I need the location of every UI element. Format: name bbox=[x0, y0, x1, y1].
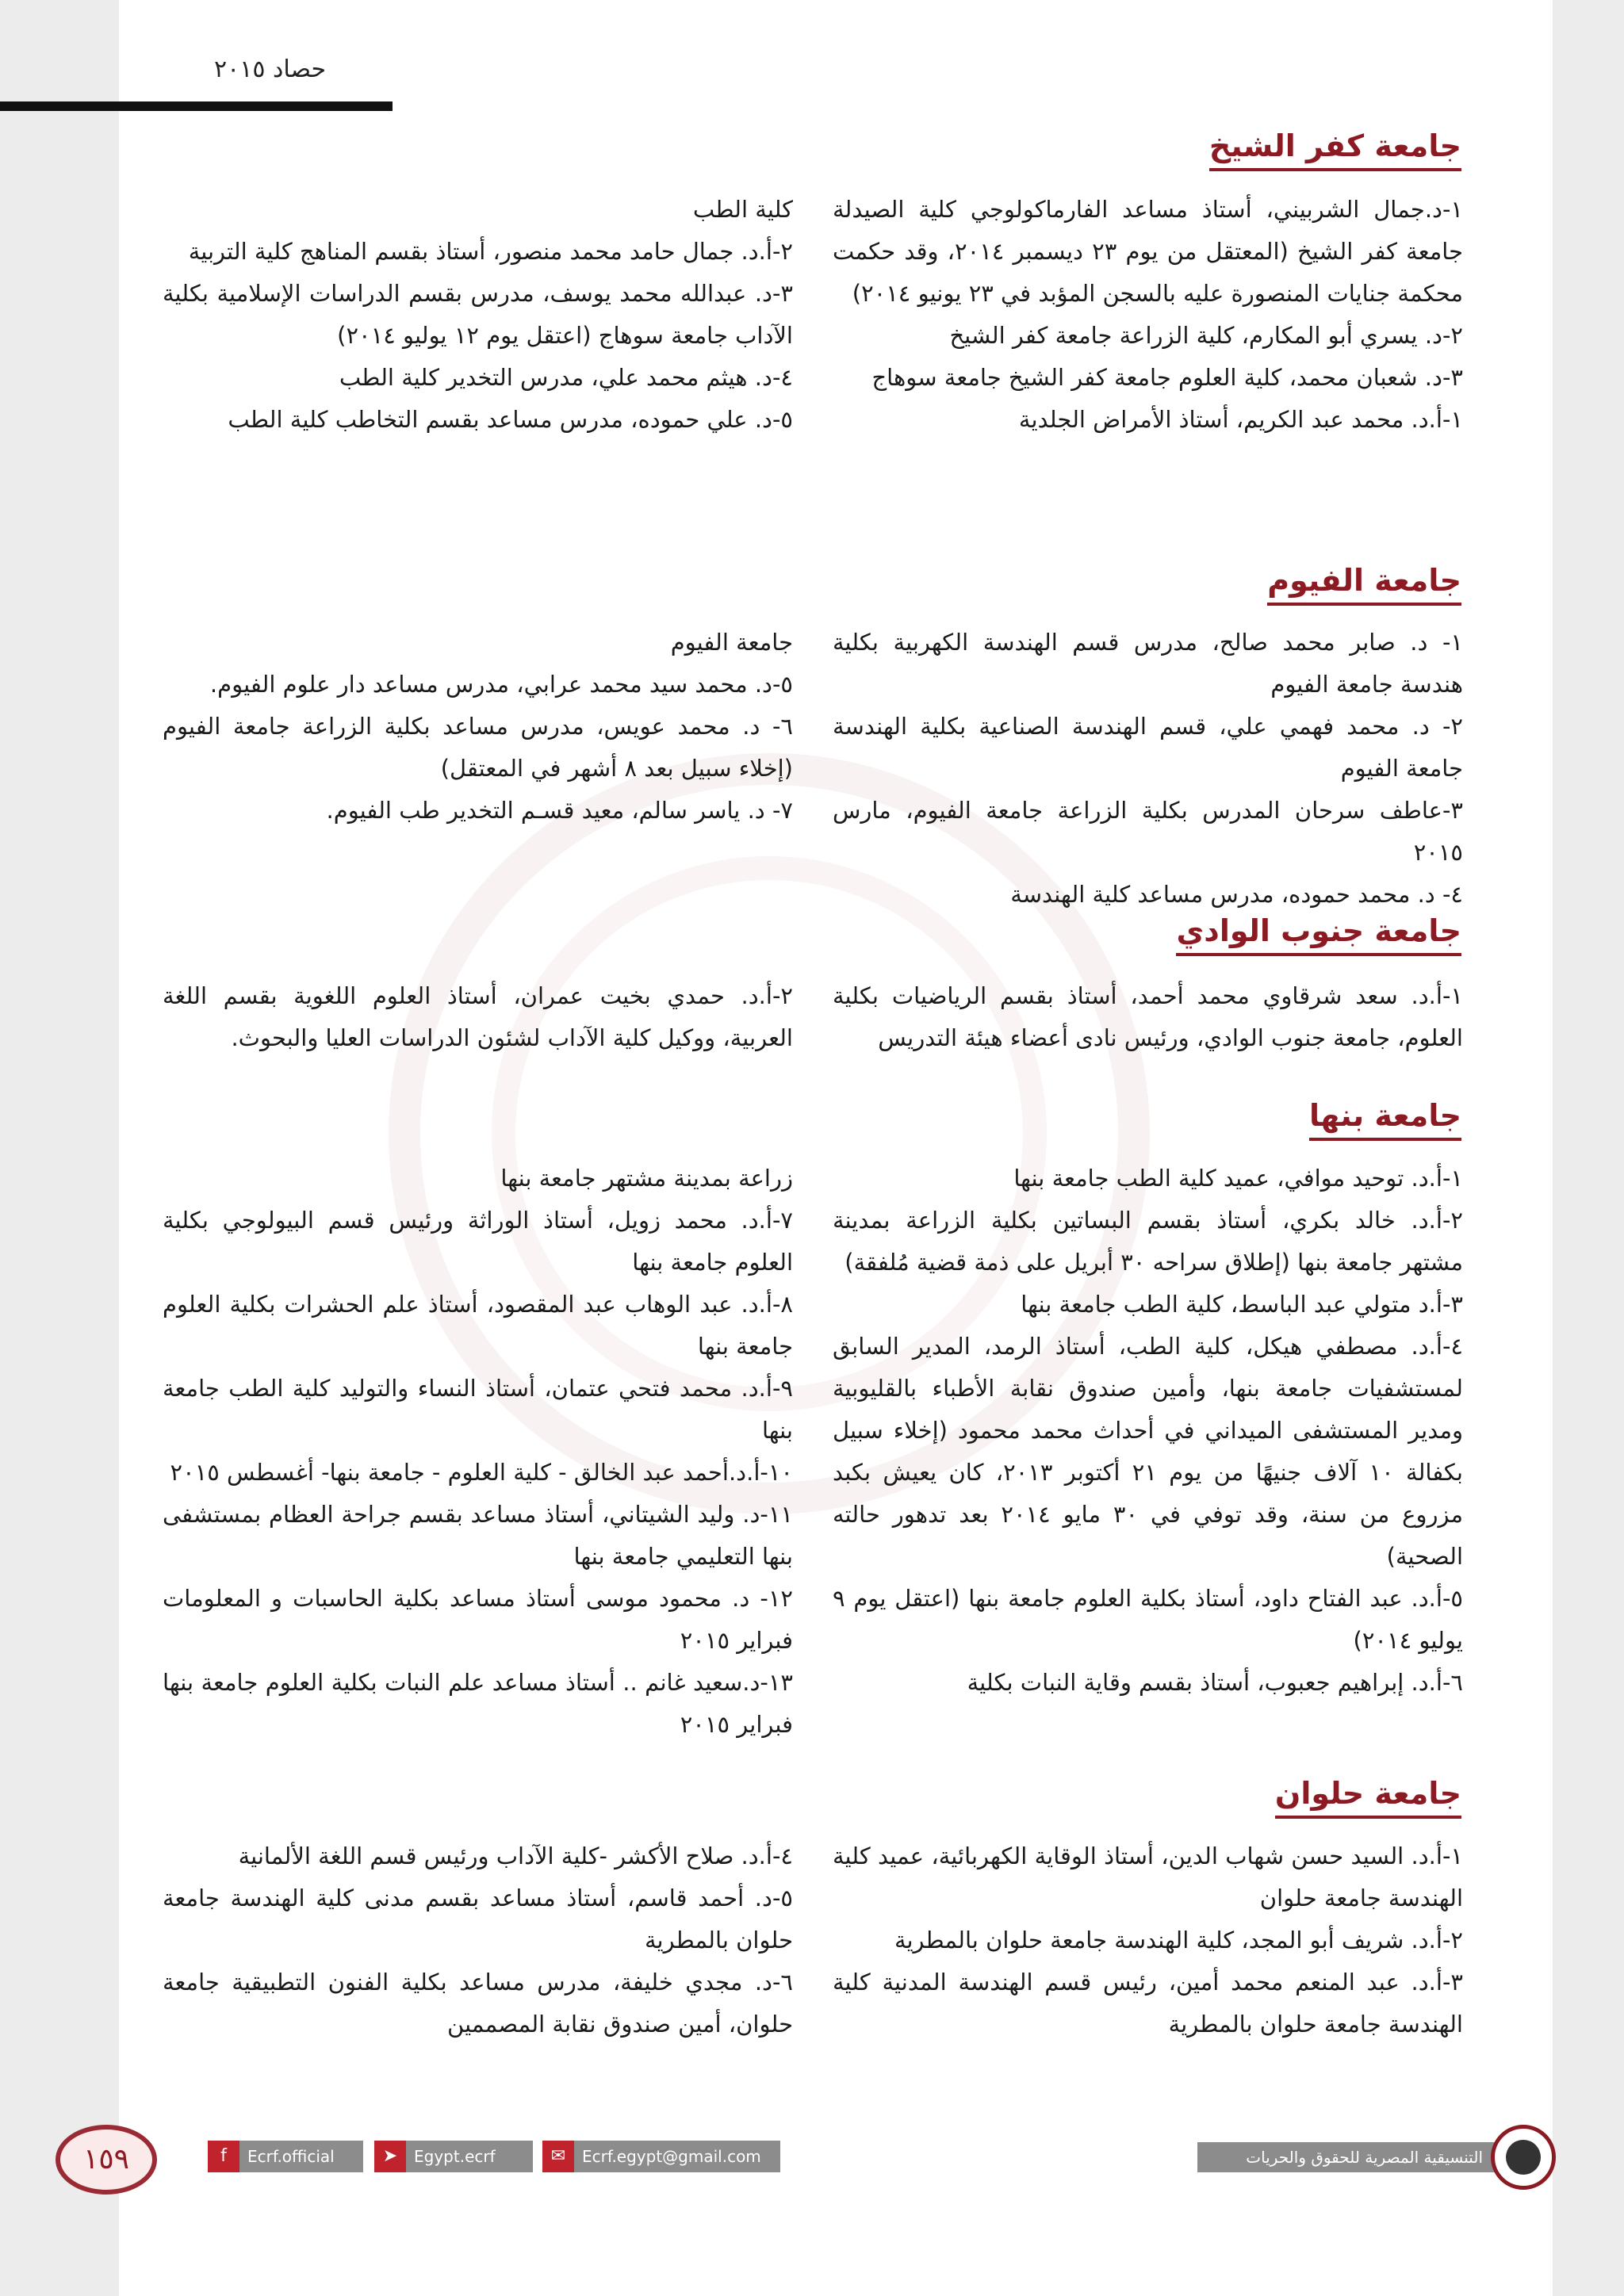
benha-left-item: ١٢- د. محمود موسى أستاذ مساعد بكلية الحاسبات و المعلومات فبراير ٢٠١٥ bbox=[163, 1585, 793, 1654]
kafr-left-item: ٣-د. عبدالله محمد يوسف، مدرس بقسم الدراسات الإسلامية بكلية الآداب جامعة سوهاج (اعتقل يوم ١٢ يوليو ٢٠١٤) bbox=[163, 280, 793, 349]
fayoum-right-item: ١- د. صابر محمد صالح، مدرس قسم الهندسة الكهربية بكلية هندسة جامعة الفيوم bbox=[833, 629, 1463, 698]
page-margin-left bbox=[0, 0, 119, 2296]
benha-right-item: ٤-أ.د. مصطفي هيكل، كلية الطب، أستاذ الرمد، المدير السابق لمستشفيات جامعة بنها، وأمين صندوق نقابة الأطباء بالقليوبية ومدير المستشفى الميداني في أحداث محمد محمود (إخلاء سبيل بكفالة ١٠ آلاف جنيهًا من يوم ٢١ أكتوبر ٢٠١٣، كان يعيش بكبد مزروع من سنة، وقد توفي في ٣٠ مايو ٢٠١٤ بعد تدهور حالته الصحية) bbox=[833, 1333, 1464, 1570]
kafr-left-item: ٤-د. هيثم محمد علي، مدرس التخدير كلية الطب bbox=[339, 364, 793, 391]
benha-right-item: ٢-أ.د. خالد بكري، أستاذ بقسم البساتين بكلية الزراعة بمدينة مشتهر جامعة بنها (إطلاق سراحه ٣٠ أبريل على ذمة قضية مُلفقة) bbox=[833, 1207, 1463, 1276]
helwan-left-item: ٦-د. مجدي خليفة، مدرس مساعد بكلية الفنون التطبيقية جامعة حلوان، أمين صندوق نقابة المصممين bbox=[163, 1969, 793, 2038]
benha-left-item: زراعة بمدينة مشتهر جامعة بنها bbox=[500, 1165, 793, 1192]
helwan-right-column bbox=[833, 1835, 1463, 2045]
benha-left-item: ٩-أ.د. محمد فتحي عتمان، أستاذ النساء والتوليد كلية الطب جامعة بنها bbox=[163, 1375, 793, 1444]
benha-right-item: ٣-أ.د متولي عبد الباسط، كلية الطب جامعة بنها bbox=[1021, 1291, 1463, 1318]
facebook-link[interactable] bbox=[208, 2141, 363, 2172]
fayoum-left-column bbox=[163, 622, 793, 832]
svu-left-column bbox=[163, 975, 793, 1059]
fayoum-right-item: ٣-عاطف سرحان المدرس بكلية الزراعة جامعة الفيوم، مارس ٢٠١٥ bbox=[833, 797, 1463, 866]
fayoum-left-item: جامعة الفيوم bbox=[670, 629, 793, 656]
svu-right-column bbox=[833, 975, 1463, 1059]
section-heading-kafr: جامعة كفر الشيخ bbox=[1209, 128, 1461, 171]
facebook-icon: f bbox=[208, 2141, 239, 2172]
fayoum-right-item: ٢- د. محمد فهمي علي، قسم الهندسة الصناعية بكلية الهندسة جامعة الفيوم bbox=[833, 713, 1463, 782]
helwan-left-item: ٥-د. أحمد قاسم، أستاذ مساعد بقسم مدنى كلية الهندسة جامعة حلوان بالمطرية bbox=[163, 1885, 793, 1954]
svu-right-item: ١-أ.د. سعد شرقاوي محمد أحمد، أستاذ بقسم الرياضيات بكلية العلوم، جامعة جنوب الوادي، ورئيس نادى أعضاء هيئة التدريس bbox=[833, 982, 1463, 1051]
kafr-left-item: ٥-د. علي حموده، مدرس مساعد بقسم التخاطب كلية الطب bbox=[228, 406, 793, 433]
kafr-right-item: ٣-د. شعبان محمد، كلية العلوم جامعة كفر الشيخ جامعة سوهاج bbox=[871, 364, 1463, 391]
fayoum-right-item: ٤- د. محمد حموده، مدرس مساعد كلية الهندسة bbox=[1010, 881, 1463, 908]
org-name: التنسيقية المصرية للحقوق والحريات bbox=[1197, 2142, 1499, 2172]
benha-right-column bbox=[833, 1158, 1463, 1704]
kafr-left-item: ٢-أ.د. جمال حامد محمد منصور، أستاذ بقسم المناهج كلية التربية bbox=[188, 238, 793, 265]
section-heading-svu: جامعة جنوب الوادي bbox=[1176, 913, 1461, 956]
fayoum-left-item: ٥-د. محمد سيد محمد عرابي، مدرس مساعد دار علوم الفيوم. bbox=[209, 671, 793, 698]
helwan-right-item: ٣-أ.د. عبد المنعم محمد أمين، رئيس قسم الهندسة المدنية كلية الهندسة جامعة حلوان بالمطرية bbox=[833, 1969, 1463, 2038]
kafr-right-item: ١-أ.د. محمد عبد الكريم، أستاذ الأمراض الجلدية bbox=[1018, 406, 1463, 433]
email-link[interactable] bbox=[542, 2141, 780, 2172]
page-margin-right bbox=[1553, 0, 1624, 2296]
header-title: حصاد ٢٠١٥ bbox=[214, 55, 327, 83]
benha-right-item: ٥-أ.د. عبد الفتاح داود، أستاذ بكلية العلوم جامعة بنها (اعتقل يوم ٩ يوليو ٢٠١٤) bbox=[833, 1585, 1463, 1654]
section-heading-benha: جامعة بنها bbox=[1309, 1098, 1461, 1141]
org-logo-icon bbox=[1491, 2125, 1556, 2190]
kafr-right-item: ١-د.جمال الشربيني، أستاذ مساعد الفارماكولوجي كلية الصيدلة جامعة كفر الشيخ (المعتقل من يوم ٢٣ ديسمبر ٢٠١٤، وقد حكمت محكمة جنايات المنصورة عليه بالسجن المؤبد في ٢٣ يونيو ٢٠١٤) bbox=[833, 196, 1464, 307]
benha-left-item: ١٣-د.سعيد غانم .. أستاذ مساعد علم النبات بكلية العلوم جامعة بنها فبراير ٢٠١٥ bbox=[163, 1669, 793, 1738]
helwan-left-item: ٤-أ.د. صلاح الأكشر -كلية الآداب ورئيس قسم اللغة الألمانية bbox=[238, 1843, 793, 1869]
benha-left-item: ٧-أ.د. محمد زويل، أستاذ الوراثة ورئيس قسم البيولوجي بكلية العلوم جامعة بنها bbox=[163, 1207, 793, 1276]
twitter-handle: Egypt.ecrf bbox=[414, 2147, 496, 2166]
helwan-left-column bbox=[163, 1835, 793, 2045]
benha-left-item: ١١-د. وليد الشيتاني، أستاذ مساعد بقسم جراحة العظام بمستشفى بنها التعليمي جامعة بنها bbox=[163, 1501, 793, 1570]
helwan-right-item: ١-أ.د. السيد حسن شهاب الدين، أستاذ الوقاية الكهربائية، عميد كلية الهندسة جامعة حلوان bbox=[833, 1843, 1463, 1911]
page-number: ١٥٩ bbox=[56, 2125, 157, 2195]
benha-right-item: ٦-أ.د. إبراهيم جعبوب، أستاذ بقسم وقاية النبات بكلية bbox=[967, 1669, 1463, 1696]
fayoum-right-column bbox=[833, 622, 1463, 916]
benha-left-item: ١٠-أ.د.أحمد عبد الخالق - كلية العلوم - جامعة بنها- أغسطس ٢٠١٥ bbox=[170, 1459, 793, 1486]
section-heading-helwan: جامعة حلوان bbox=[1275, 1776, 1461, 1819]
kafr-right-item: ٢-د. يسري أبو المكارم، كلية الزراعة جامعة كفر الشيخ bbox=[949, 322, 1463, 349]
fayoum-left-item: ٧- د. ياسر سالم، معيد قسـم التخدير طب الفيوم. bbox=[326, 797, 793, 824]
benha-right-item: ١-أ.د. توحيد موافي، عميد كلية الطب جامعة بنها bbox=[1013, 1165, 1463, 1192]
kafr-left-column bbox=[163, 189, 793, 441]
twitter-link[interactable] bbox=[374, 2141, 533, 2172]
facebook-handle: Ecrf.official bbox=[247, 2147, 335, 2166]
benha-left-item: ٨-أ.د. عبد الوهاب عبد المقصود، أستاذ علم الحشرات بكلية العلوم جامعة بنها bbox=[163, 1291, 793, 1360]
kafr-left-item: كلية الطب bbox=[692, 196, 793, 223]
svu-left-item: ٢-أ.د. حمدي بخيت عمران، أستاذ العلوم اللغوية بقسم اللغة العربية، ووكيل كلية الآداب لشئون الدراسات العليا والبحوث. bbox=[163, 982, 793, 1051]
section-heading-fayoum: جامعة الفيوم bbox=[1267, 563, 1461, 606]
header-rule bbox=[0, 101, 393, 111]
kafr-right-column bbox=[833, 189, 1463, 441]
mail-icon: ✉ bbox=[542, 2141, 574, 2172]
helwan-right-item: ٢-أ.د. شريف أبو المجد، كلية الهندسة جامعة حلوان بالمطرية bbox=[894, 1927, 1463, 1954]
email-address: Ecrf.egypt@gmail.com bbox=[582, 2147, 761, 2166]
fayoum-left-item: ٦- د. محمد عويس، مدرس مساعد بكلية الزراعة جامعة الفيوم (إخلاء سبيل بعد ٨ أشهر في المعتقل) bbox=[163, 713, 793, 782]
benha-left-column bbox=[163, 1158, 793, 1746]
twitter-icon: ➤ bbox=[374, 2141, 406, 2172]
